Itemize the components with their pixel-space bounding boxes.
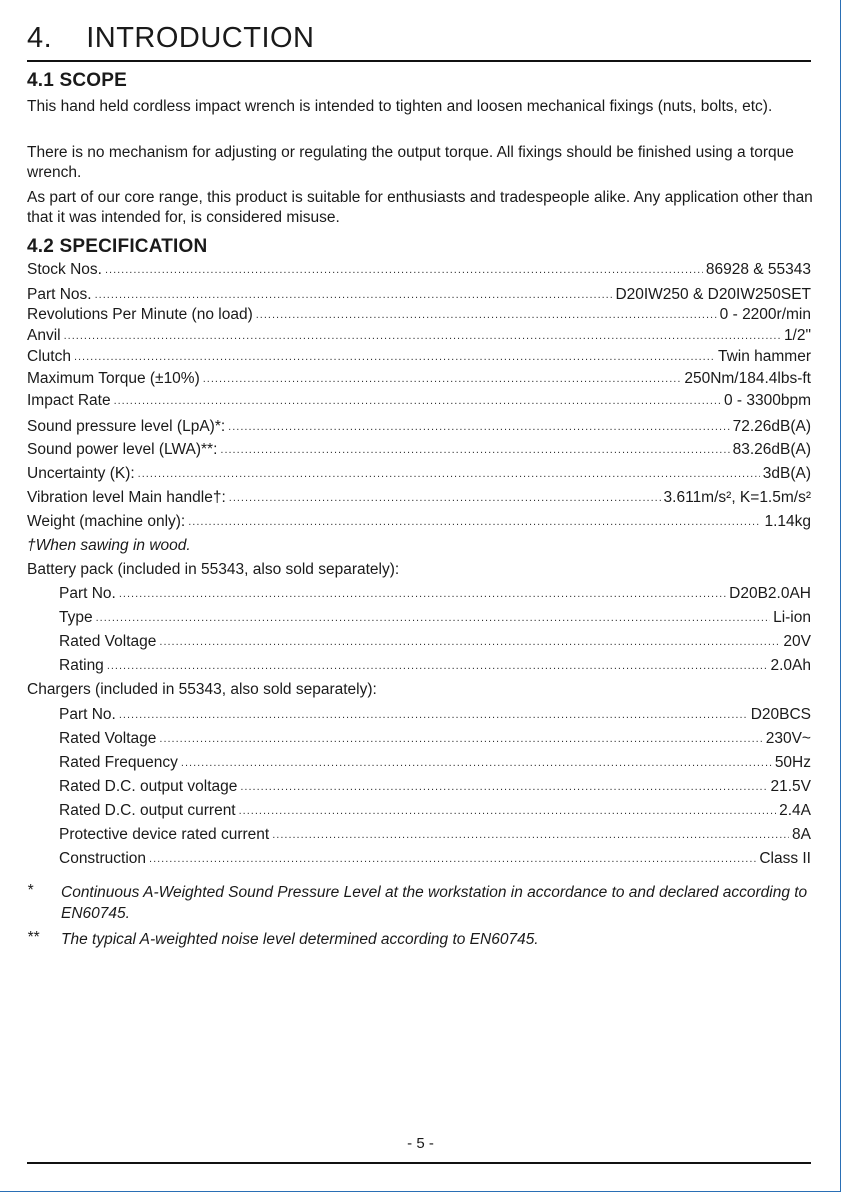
scope-paragraph-3: As part of our core range, this product is suitable for enthusiasts and tradespeople alike. Any application other than that it was intended for, is considered misuse. <box>27 189 813 226</box>
bottom-divider <box>27 1162 811 1164</box>
spec-row: Anvil ..... 1/2" <box>27 327 811 347</box>
charger-row: Part No. ..... D20BCS <box>59 706 811 726</box>
vibration-footnote: †When sawing in wood. <box>27 537 191 554</box>
footnote-item: ** The typical A-weighted noise level determined according to EN60745. <box>27 929 539 948</box>
spec-row: Part Nos. ..... D20IW250 & D20IW250SET <box>27 286 811 306</box>
battery-row: Rated Voltage ..... 20V <box>59 633 811 653</box>
chapter-heading <box>27 22 811 55</box>
spec-row: Revolutions Per Minute (no load) ..... 0 - 2200r/min <box>27 306 811 326</box>
charger-row: Construction ..... Class II <box>59 850 811 870</box>
battery-row: Type ..... Li-ion <box>59 609 811 629</box>
battery-row: Part No. ..... D20B2.0AH <box>59 585 811 605</box>
spec-row: Impact Rate ..... 0 - 3300bpm <box>27 392 811 412</box>
page-number: - 5 - <box>407 1135 434 1152</box>
charger-row: Protective device rated current ..... 8A <box>59 826 811 846</box>
scope-paragraph-1: This hand held cordless impact wrench is intended to tighten and loosen mechanical fixings (nuts, bolts, etc). <box>27 98 773 115</box>
chapter-title: INTRODUCTION <box>86 22 315 54</box>
spec-row: Sound power level (LWA)**: ..... 83.26dB(A) <box>27 441 811 461</box>
battery-row: Rating ..... 2.0Ah <box>59 657 811 677</box>
chargers-heading: Chargers (included in 55343, also sold separately): <box>27 681 377 698</box>
battery-pack-heading: Battery pack (included in 55343, also sold separately): <box>27 561 400 578</box>
spec-row: Stock Nos. ..... 86928 & 55343 <box>27 261 811 281</box>
scope-paragraph-2: There is no mechanism for adjusting or regulating the output torque. All fixings should be finished using a torque wrench. <box>27 144 794 181</box>
specification-heading: 4.2 SPECIFICATION <box>27 236 208 257</box>
scope-heading: 4.1 SCOPE <box>27 70 128 91</box>
top-divider <box>27 60 811 62</box>
spec-row: Maximum Torque (±10%) ..... 250Nm/184.4lbs-ft <box>27 370 811 390</box>
charger-row: Rated D.C. output voltage ..... 21.5V <box>59 778 811 798</box>
charger-row: Rated Voltage ..... 230V~ <box>59 730 811 750</box>
spec-row: Uncertainty (K): ..... 3dB(A) <box>27 465 811 485</box>
chapter-number: 4. <box>27 22 53 54</box>
charger-row: Rated Frequency ..... 50Hz <box>59 754 811 774</box>
charger-row: Rated D.C. output current ..... 2.4A <box>59 802 811 822</box>
spec-row: Vibration level Main handle†: ..... 3.611m/s², K=1.5m/s² <box>27 489 811 509</box>
spec-row: Weight (machine only): ..... 1.14kg <box>27 513 811 533</box>
spec-row: Sound pressure level (LpA)*: ..... 72.26dB(A) <box>27 418 811 438</box>
spec-row: Clutch ..... Twin hammer <box>27 348 811 368</box>
footnote-item: * Continuous A-Weighted Sound Pressure Level at the workstation in accordance to and declared according to EN60745. <box>27 882 808 922</box>
